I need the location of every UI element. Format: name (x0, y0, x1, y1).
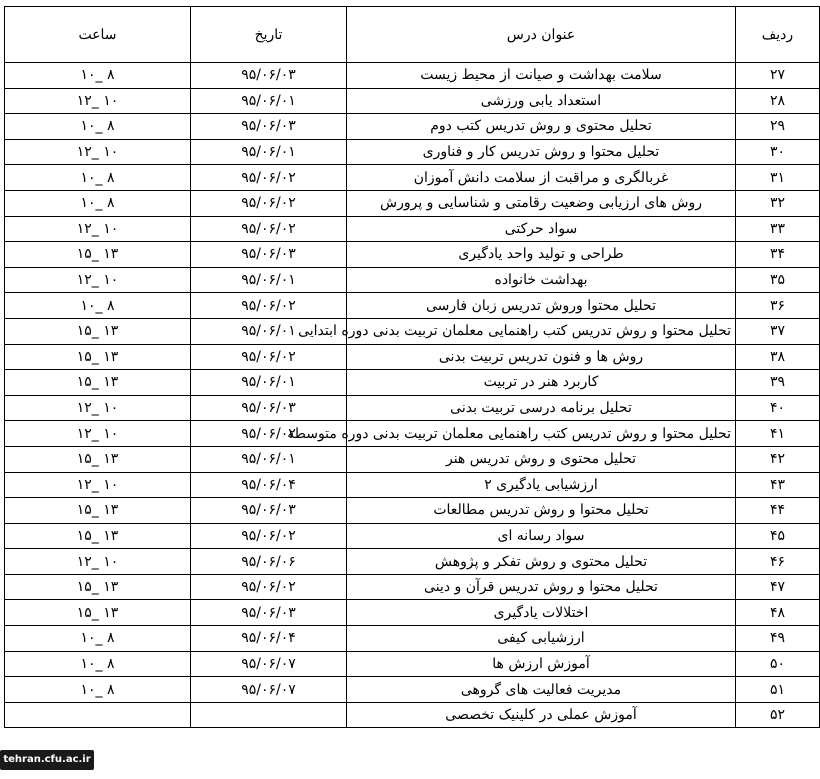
course-title-cell: سواد حرکتی (347, 216, 736, 242)
table-row (5, 498, 820, 524)
course-title-cell: تحلیل محتوا وروش تدریس زبان فارسی (347, 293, 736, 319)
table-body (5, 63, 820, 728)
row-number-cell: ۵۰ (736, 651, 820, 677)
date-cell: ۹۵/۰۶/۰۲ (191, 421, 347, 447)
course-title-cell: تحلیل محتوا و روش تدریس مطالعات (347, 498, 736, 524)
table-row (5, 549, 820, 575)
header-date: تاریخ (191, 7, 347, 63)
date-cell: ۹۵/۰۶/۰۷ (191, 677, 347, 703)
row-number-cell: ۵۱ (736, 677, 820, 703)
table-row (5, 600, 820, 626)
table-row (5, 190, 820, 216)
table-row (5, 63, 820, 89)
date-cell: ۹۵/۰۶/۰۳ (191, 600, 347, 626)
row-number-cell: ۳۴ (736, 242, 820, 268)
time-cell: ۸ _۱۰ (5, 293, 191, 319)
course-title-cell: غربالگری و مراقبت از سلامت دانش آموزان (347, 165, 736, 191)
date-cell: ۹۵/۰۶/۰۱ (191, 370, 347, 396)
time-cell: ۱۰ _۱۲ (5, 421, 191, 447)
table-row (5, 702, 820, 728)
time-cell: ۱۰ _۱۲ (5, 549, 191, 575)
table-row (5, 626, 820, 652)
time-cell: ۱۳ _۱۵ (5, 523, 191, 549)
exam-schedule-table (4, 6, 820, 728)
table-row (5, 395, 820, 421)
row-number-cell: ۴۰ (736, 395, 820, 421)
date-cell: ۹۵/۰۶/۰۳ (191, 114, 347, 140)
time-cell: ۸ _۱۰ (5, 190, 191, 216)
site-watermark: tehran.cfu.ac.ir (0, 750, 94, 770)
date-cell: ۹۵/۰۶/۰۲ (191, 523, 347, 549)
course-title-cell: تحلیل محتوی و روش تدریس هنر (347, 446, 736, 472)
course-title-cell: تحلیل محتوا و روش تدریس کتب راهنمایی معلمان تربیت بدنی دوره ابتدایی (347, 318, 736, 344)
table-row (5, 267, 820, 293)
row-number-cell: ۳۲ (736, 190, 820, 216)
course-title-cell: سواد رسانه ای (347, 523, 736, 549)
date-cell: ۹۵/۰۶/۰۲ (191, 216, 347, 242)
row-number-cell: ۳۰ (736, 139, 820, 165)
time-cell: ۱۳ _۱۵ (5, 600, 191, 626)
date-cell: ۹۵/۰۶/۰۴ (191, 472, 347, 498)
date-cell: ۹۵/۰۶/۰۱ (191, 446, 347, 472)
time-cell: ۸ _۱۰ (5, 63, 191, 89)
row-number-cell: ۳۹ (736, 370, 820, 396)
date-cell: ۹۵/۰۶/۰۴ (191, 626, 347, 652)
table-row (5, 216, 820, 242)
course-title-cell: آموزش ارزش ها (347, 651, 736, 677)
time-cell: ۱۳ _۱۵ (5, 446, 191, 472)
time-cell: ۱۳ _۱۵ (5, 574, 191, 600)
time-cell: ۱۰ _۱۲ (5, 216, 191, 242)
time-cell: ۱۳ _۱۵ (5, 344, 191, 370)
date-cell: ۹۵/۰۶/۰۳ (191, 242, 347, 268)
table-row (5, 651, 820, 677)
table-row (5, 318, 820, 344)
row-number-cell: ۵۲ (736, 702, 820, 728)
row-number-cell: ۳۶ (736, 293, 820, 319)
time-cell: ۱۰ _۱۲ (5, 472, 191, 498)
table-row (5, 88, 820, 114)
row-number-cell: ۲۸ (736, 88, 820, 114)
table-row (5, 242, 820, 268)
course-title-cell: مدیریت فعالیت های گروهی (347, 677, 736, 703)
date-cell: ۹۵/۰۶/۰۲ (191, 344, 347, 370)
table-row (5, 574, 820, 600)
time-cell: ۱۰ _۱۲ (5, 88, 191, 114)
table-row (5, 472, 820, 498)
time-cell: ۱۳ _۱۵ (5, 498, 191, 524)
table-row (5, 139, 820, 165)
course-title-cell: کاربرد هنر در تربیت (347, 370, 736, 396)
row-number-cell: ۲۹ (736, 114, 820, 140)
time-cell: ۱۰ _۱۲ (5, 267, 191, 293)
row-number-cell: ۴۴ (736, 498, 820, 524)
date-cell: ۹۵/۰۶/۰۱ (191, 139, 347, 165)
course-title-cell: سلامت بهداشت و صیانت از محیط زیست (347, 63, 736, 89)
date-cell: ۹۵/۰۶/۰۱ (191, 88, 347, 114)
time-cell: ۸ _۱۰ (5, 677, 191, 703)
date-cell: ۹۵/۰۶/۰۳ (191, 395, 347, 421)
table-row (5, 370, 820, 396)
course-title-cell: ارزشیابی کیفی (347, 626, 736, 652)
row-number-cell: ۳۳ (736, 216, 820, 242)
row-number-cell: ۴۸ (736, 600, 820, 626)
header-row-number: ردیف (736, 7, 820, 63)
date-cell: ۹۵/۰۶/۰۱ (191, 267, 347, 293)
course-title-cell: روش ها و فنون تدریس تربیت بدنی (347, 344, 736, 370)
date-cell: ۹۵/۰۶/۰۲ (191, 574, 347, 600)
row-number-cell: ۴۲ (736, 446, 820, 472)
row-number-cell: ۴۹ (736, 626, 820, 652)
time-cell: ۱۰ _۱۲ (5, 395, 191, 421)
table-row (5, 677, 820, 703)
table-row (5, 523, 820, 549)
course-title-cell: تحلیل محتوی و روش تفکر و پژوهش (347, 549, 736, 575)
table-row (5, 344, 820, 370)
date-cell: ۹۵/۰۶/۰۲ (191, 293, 347, 319)
course-title-cell: آموزش عملی در کلینیک تخصصی (347, 702, 736, 728)
date-cell (191, 702, 347, 728)
table-row (5, 293, 820, 319)
time-cell: ۱۳ _۱۵ (5, 370, 191, 396)
date-cell: ۹۵/۰۶/۰۲ (191, 165, 347, 191)
course-title-cell: تحلیل محتوی و روش تدریس کتب دوم (347, 114, 736, 140)
header-course-title: عنوان درس (347, 7, 736, 63)
course-title-cell: طراحی و تولید واحد یادگیری (347, 242, 736, 268)
table-row (5, 421, 820, 447)
course-title-cell: ارزشیابی یادگیری ۲ (347, 472, 736, 498)
course-title-cell: تحلیل محتوا و روش تدریس قرآن و دینی (347, 574, 736, 600)
course-title-cell: استعداد یابی ورزشی (347, 88, 736, 114)
time-cell: ۸ _۱۰ (5, 626, 191, 652)
time-cell: ۸ _۱۰ (5, 165, 191, 191)
table-row (5, 165, 820, 191)
table-row (5, 446, 820, 472)
time-cell (5, 702, 191, 728)
date-cell: ۹۵/۰۶/۰۷ (191, 651, 347, 677)
time-cell: ۱۰ _۱۲ (5, 139, 191, 165)
course-title-cell: تحلیل محتوا و روش تدریس کتب راهنمایی معلمان تربیت بدنی دوره متوسطه (347, 421, 736, 447)
row-number-cell: ۳۷ (736, 318, 820, 344)
time-cell: ۸ _۱۰ (5, 651, 191, 677)
course-title-cell: اختلالات یادگیری (347, 600, 736, 626)
date-cell: ۹۵/۰۶/۰۳ (191, 498, 347, 524)
date-cell: ۹۵/۰۶/۰۱ (191, 318, 347, 344)
row-number-cell: ۴۷ (736, 574, 820, 600)
course-title-cell: تحلیل محتوا و روش تدریس کار و فناوری (347, 139, 736, 165)
row-number-cell: ۴۶ (736, 549, 820, 575)
date-cell: ۹۵/۰۶/۰۳ (191, 63, 347, 89)
row-number-cell: ۴۳ (736, 472, 820, 498)
time-cell: ۸ _۱۰ (5, 114, 191, 140)
course-title-cell: تحلیل برنامه درسی تربیت بدنی (347, 395, 736, 421)
date-cell: ۹۵/۰۶/۰۶ (191, 549, 347, 575)
course-title-cell: روش های ارزیابی وضعیت رقامتی و شناسایی و پرورش (347, 190, 736, 216)
row-number-cell: ۳۵ (736, 267, 820, 293)
row-number-cell: ۳۱ (736, 165, 820, 191)
course-title-cell: بهداشت خانواده (347, 267, 736, 293)
header-time: ساعت (5, 7, 191, 63)
date-cell: ۹۵/۰۶/۰۲ (191, 190, 347, 216)
row-number-cell: ۴۵ (736, 523, 820, 549)
row-number-cell: ۲۷ (736, 63, 820, 89)
time-cell: ۱۳ _۱۵ (5, 318, 191, 344)
table-header-row (5, 7, 820, 63)
row-number-cell: ۴۱ (736, 421, 820, 447)
table-row (5, 114, 820, 140)
time-cell: ۱۳ _۱۵ (5, 242, 191, 268)
row-number-cell: ۳۸ (736, 344, 820, 370)
